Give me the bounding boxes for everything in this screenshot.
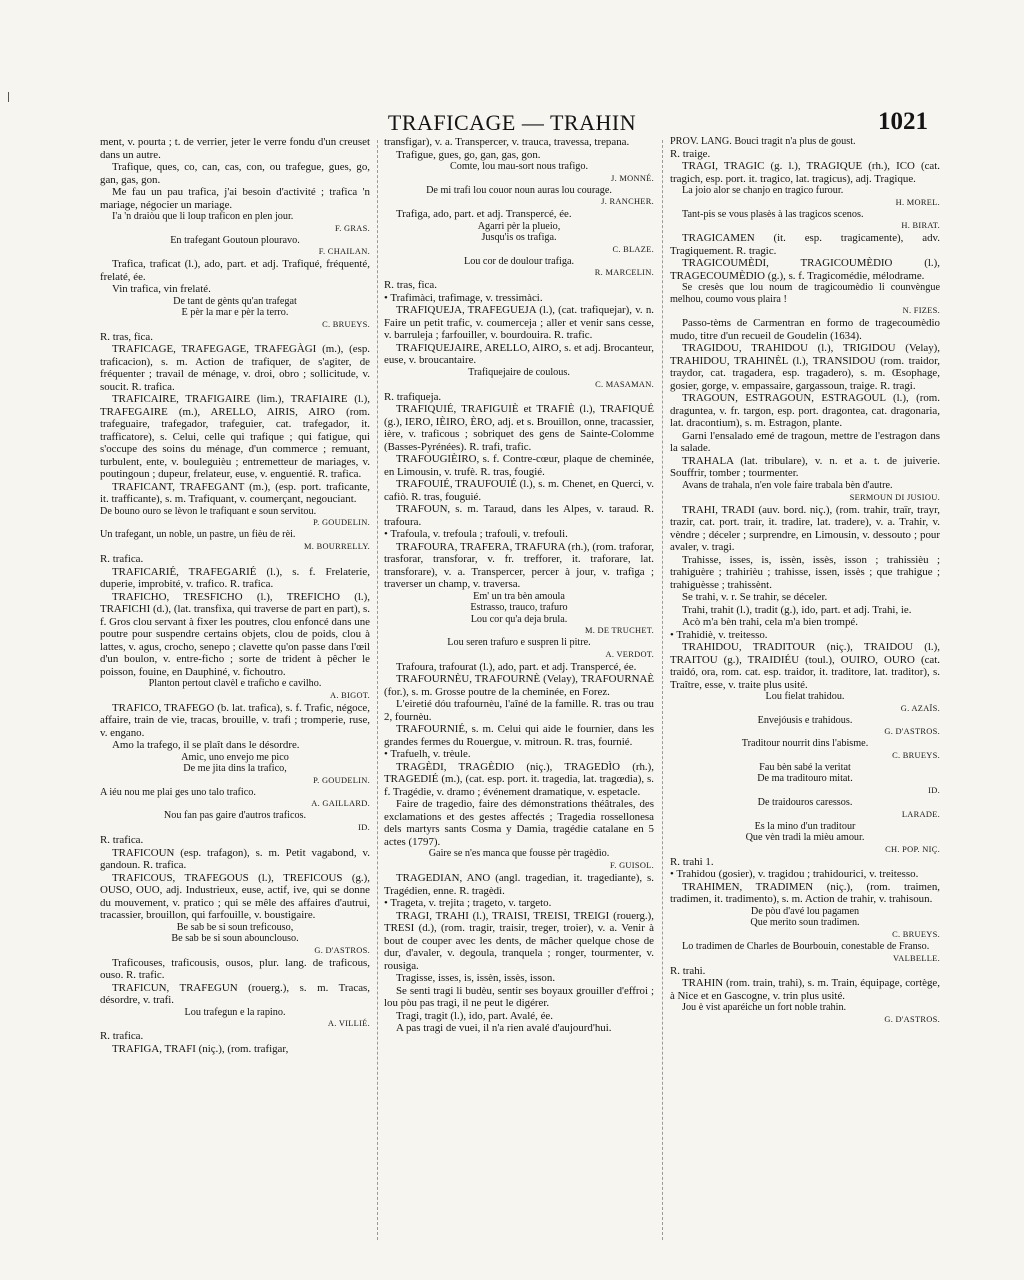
prose-quote: La joio alor se chanjo en tragico furour.: [682, 185, 844, 197]
quote-source: A. BIGOT.: [330, 690, 370, 700]
prose-quote: Lou fielat trahidou.: [765, 691, 845, 703]
dictionary-entry: Garni l'ensalado emé de tragoun, mettre de l'estragon dans la salade.: [670, 429, 940, 455]
dictionary-entry: R. trafica.: [100, 553, 144, 566]
quote-source: ID.: [928, 786, 940, 796]
verse-quote: Agarri pèr la plueio,: [477, 220, 561, 232]
dictionary-entry: Faire de tragedìo, faire des démonstrations théâtrales, des exclamations et des gestes affectés ; Tragedia rossellonesa dels martyrs sants Cosma y Damia, tragédie catalane en 5 actes (1797).: [384, 798, 654, 848]
quote-source: ID.: [358, 823, 370, 833]
dictionary-entry: • Trageta, v. trejita ; trageto, v. targeto.: [384, 897, 552, 910]
dictionary-entry: Trafiga, ado, part. et adj. Transpercé, ée.: [396, 208, 572, 221]
verse-quote: De me jita dins la trafico,: [183, 763, 287, 775]
dictionary-entry: Se trahi, v. r. Se trahir, se déceler.: [682, 591, 828, 604]
dictionary-entry: TRAFOUIÉ, TRAUFOUIÉ (l.), s. m. Chenet, en Querci, v. cafiò. R. tras, fouguié.: [384, 478, 654, 503]
verse-quote: De pòu d'avé lou pagamen: [750, 905, 860, 917]
dictionary-entry: R. trafica.: [100, 1030, 144, 1043]
dictionary-entry: TRAHIMEN, TRADIMEN (niç.), (rom. traimen, tradimen, it. tradimento), s. m. Action de trahir, v. trahisoun.: [670, 880, 940, 906]
dictionary-entry: • Trafuelh, v. trèule.: [384, 748, 471, 761]
dictionary-entry: Vin trafica, vin frelaté.: [112, 283, 211, 296]
dictionary-entry: TRAFIQUEJA, TRAFEGUEJA (l.), (cat. trafiquejar), v. n. Faire un petit trafic, v. coumerceja ; aller et venir sans cesse, v. barruleja ; farfouiller, v. bourdouira. R. trafic.: [384, 304, 654, 342]
dictionary-entry: TRAGÈDI, TRAGÈDIO (niç.), TRAGEDÌO (rh.), TRAGEDIÉ (m.), (cat. esp. port. it. tragedia, lat. tragœdia), s. f. Tragédie, v. dramo ; événement dramatique, v. espetacle.: [384, 760, 654, 798]
dictionary-entry: TRAFOUGIÈIRO, s. f. Contre-cœur, plaque de cheminée, en Limousin, v. trufè. R. tras, fougié.: [384, 453, 654, 478]
verse-quote: Em' un tra bèn amoula: [473, 590, 565, 602]
quote-source: J. RANCHER.: [601, 197, 654, 207]
dictionary-entry: transfigar), v. a. Transpercer, v. trauca, travessa, trepana.: [384, 136, 630, 148]
quote-source: F. GRAS.: [334, 223, 370, 233]
dictionary-entry: TRAFIQUEJAIRE, ARELLO, AIRO, s. et adj. Brocanteur, euse, v. broucantaire.: [384, 341, 654, 367]
quote-source: C. MASAMAN.: [595, 379, 654, 389]
quote-source: R. MARCELIN.: [594, 268, 654, 278]
prose-quote: PROV. LANG. Bouci tragit n'a plus de goust.: [670, 136, 856, 147]
quote-source: F. GUISOL.: [610, 861, 654, 871]
dictionary-entry: • Trafimàci, trafimage, v. tressimàci.: [384, 291, 543, 304]
dictionary-entry: TRAFICUN, TRAFEGUN (rouerg.), s. m. Tracas, désordre, v. trafi.: [100, 981, 370, 1007]
dictionary-entry: L'eiretié dóu trafournèu, l'aîné de la famille. R. tras ou trau 2, fournèu.: [384, 698, 654, 723]
dictionary-entry: Trafique, ques, co, can, cas, con, ou trafegue, gues, go, gan, gas, gon.: [100, 161, 370, 186]
dictionary-entry: TRAGICOUMÈDI, TRAGICOUMÈDIO (l.), TRAGECOUMÈDIO (g.), s. f. Tragicomédie, mélodrame.: [670, 257, 940, 282]
dictionary-entry: TRAGOUN, ESTRAGOUN, ESTRAGOUL (l.), (rom. draguntea, v. fr. targon, esp. port. dragontea, cat. dragonaria, lat. dracontium), s. m. Estragon, plante.: [670, 392, 940, 430]
quote-source: M. BOURRELLY.: [304, 542, 370, 552]
dictionary-entry: TRAFICARIÉ, TRAFEGARIÉ (l.), s. f. Frelaterie, duperie, improbité, v. trafico. R. trafica.: [100, 565, 370, 591]
dictionary-entry: Passo-tèms de Carmentran en formo de tragecoumèdio mudo, titre d'un recueil de Goudelin (1634).: [670, 317, 940, 342]
dictionary-entry: R. trahi.: [670, 964, 706, 977]
quote-source: H. BIRAT.: [901, 221, 940, 231]
prose-quote: Avans de trahala, n'en vole faire trabala bèn d'autre.: [682, 479, 893, 491]
page-number: 1021: [878, 108, 928, 135]
verse-quote: Lou cor qu'a deja brula.: [470, 613, 568, 625]
dictionary-entry: TRAFICAIRE, TRAFIGAIRE (lim.), TRAFIAIRE (l.), TRAFEGAIRE (m.), ARELLO, AIRIS, AIRO (rom. trafeguaire, trafegador, trafeguier, cat. trafegador, it. trafficatore), s. Celui, celle qui trafique ; qui fatigue, qui s'occupe des soins du ménage, d'un commerce ; remuant, turbulent, ente, v. bouleguièu ; entremetteur de mariages, v. poutingoun ; dupeur, frelateur, euse, v. enguentié. R. trafica.: [100, 393, 370, 481]
dictionary-entry: TRAFICANT, TRAFEGANT (m.), (esp. port. traficante, it. trafficante), s. m. Trafiquant, v. coumerçant, negouciant.: [100, 480, 370, 506]
quote-source: M. DE TRUCHET.: [584, 626, 654, 636]
running-title: TRAFICAGE — TRAHIN: [387, 110, 637, 135]
dictionary-entry: TRAHIN (rom. train, trahi), s. m. Train, équipage, cortège, à Nice et en Gascogne, v. trin plus usité.: [670, 977, 940, 1002]
verse-quote: Envejóusis e trahidous.: [757, 714, 853, 726]
dictionary-entry: TRAFOUN, s. m. Taraud, dans les Alpes, v. taraud. R. trafoura.: [384, 503, 654, 528]
dictionary-entry: R. traige.: [670, 147, 711, 160]
dictionary-entry: Se senti tragi li budèu, sentir ses boyaux grouiller d'effroi ; lou pòu pas tragi, il ne peut le digérer.: [384, 984, 654, 1010]
dictionary-entry: TRAFICOUS, TRAFEGOUS (l.), TREFICOUS (g.), OUSO, OUO, adj. Industrieux, euse, actif, ive, qui se donne du mouvement, v. pratico ; qui se mêle des affaires d'autrui, tracassier, brouillon, qui farfouille, v. boustigaire.: [100, 871, 370, 922]
quote-source: P. GOUDELIN.: [313, 518, 370, 528]
prose-quote: Comte, lou mau-sort nous trafigo.: [449, 161, 589, 172]
quote-source: SERMOUN DI JUSIOU.: [849, 492, 940, 502]
prose-quote: Nou fan pas gaire d'autros traficos.: [163, 810, 307, 822]
dictionary-entry: R. tras, fica.: [100, 330, 153, 343]
margin-mark: [8, 92, 9, 102]
dictionary-entry: TRAGICAMEN (it. esp. tragicamente), adv. Tragiquement. R. tragic.: [670, 232, 940, 257]
dictionary-entry: TRAFICO, TRAFEGO (b. lat. trafica), s. f. Trafic, négoce, affaire, train de vie, tracas, brouille, v. trafi ; tromperie, ruse, v. engano.: [100, 701, 370, 739]
dictionary-entry: A pas tragi de vuei, il n'a rien avalé d'aujourd'hui.: [396, 1022, 612, 1035]
dictionary-entry: Trahi, trahit (l.), tradit (g.), ido, part. et adj. Trahi, ie.: [682, 603, 912, 616]
dictionary-entry: TRAHALA (lat. tribulare), v. n. et a. t. de juiverie. Souffrir, tomber ; tourmenter.: [670, 454, 940, 480]
prose-quote: Lou seren trafuro e suspren li pitre.: [447, 637, 591, 649]
dictionary-entry: ment, v. pourta ; t. de verrier, jeter le verre fondu d'un creuset dans un autre.: [100, 136, 370, 161]
prose-quote: Trafiquejaire de coulous.: [468, 366, 570, 378]
quote-source: J. MONNÉ.: [611, 173, 654, 183]
quote-source: C. BRUEYS.: [892, 750, 940, 760]
dictionary-entry: TRAGIDOU, TRAHIDOU (l.), TRIGIDOU (Velay), TRAHIDOU, TRAHINÈL (l.), TRANSIDOU (rom. traidor, traydor, cat. tragadera, esp. tragadero), s. m. Œsophage, gosier, gorge, v. empassaire, gargassoun, traige. R. tragi.: [670, 342, 940, 392]
verse-quote: E pèr la mar e pèr la terro.: [181, 307, 289, 319]
dictionary-entry: TRAHI, TRADI (auv. bord. niç.), (rom. trahir, traïr, trayr, trazir, cat. port. trair, it. tradire, lat. tradere), v. a. Trahir, v. vèndre ; déceler ; surprendre, en Limousin, v. dessouto ; pour avaler, v. tragi.: [670, 503, 940, 554]
prose-quote: Un trafegant, un noble, un pastre, un fièu de rèi.: [100, 529, 296, 541]
dictionary-entry: TRAGEDIAN, ANO (angl. tragedian, it. tragediante), s. Tragédien, enne. R. tragèdì.: [384, 872, 654, 897]
quote-source: C. BRUEYS.: [892, 930, 940, 939]
verse-quote: Es la mino d'un traditour: [754, 820, 856, 832]
dictionary-entry: TRAFOURA, TRAFERA, TRAFURA (rh.), (rom. traforar, trasforar, transforar, v. fr. trefforer, it. traforare, lat. transforare), v. a. Transpercer, percer à jour, v. trafiga ; traverser un champ, v. traversa.: [384, 540, 654, 591]
prose-quote: Lou trafegun e la rapino.: [184, 1006, 286, 1018]
verse-quote: Que merito soun tradimen.: [750, 917, 860, 929]
column-right: [670, 136, 940, 1246]
dictionary-entry: TRAFOURNIÉ, s. m. Celui qui aide le fournier, dans les grandes fermes du Rouergue, v. mitroun. R. tras, fournié.: [384, 723, 654, 748]
quote-source: A. VERDOT.: [605, 649, 654, 659]
verse-quote: Jusqu'is os trafiga.: [481, 232, 557, 244]
column-middle: [384, 136, 654, 1246]
dictionary-entry: TRAFICOUN (esp. trafagon), s. m. Petit vagabond, v. gandoun. R. trafica.: [100, 846, 370, 872]
verse-quote: Que vèn tradi la mièu amour.: [745, 832, 865, 844]
prose-quote: En trafegant Goutoun plouravo.: [170, 234, 300, 246]
dictionary-entry: TRAFIGA, TRAFI (niç.), (rom. trafigar,: [112, 1042, 289, 1055]
prose-quote: I'a 'n draiòu que li loup traficon en plen jour.: [112, 211, 294, 222]
dictionary-entry: R. trahi 1.: [670, 855, 714, 868]
quote-source: G. AZAÏS.: [900, 703, 940, 713]
dictionary-entry: TRAFIQUIÉ, TRAFIGUIÈ et TRAFIÈ (l.), TRAFIQUÉ (g.), IERO, IÈIRO, ÈRO, adj. et s. Brouillon, onne, tracassier, ière, v. traficous ; sobriquet des gens de Sainte-Colomme (Basses-Pyrénées). R. trafi, trafic.: [384, 403, 654, 453]
quote-source: A. GAILLARD.: [311, 799, 370, 809]
column-left: [100, 136, 370, 1246]
dictionary-entry: Me fau un pau trafica, j'ai besoin d'activité ; trafica 'n mariage, négocier un mariage.: [100, 186, 370, 211]
quote-source: G. D'ASTROS.: [314, 945, 370, 955]
quote-source: C. BLAZE.: [612, 244, 654, 254]
verse-quote: De tant de gènts qu'an trafegat: [173, 295, 297, 307]
dictionary-entry: Acò m'a bèn trahi, cela m'a bien trompé.: [682, 616, 858, 629]
prose-quote: Se cresès que lou noum de tragicoumèdio li counvèngue melhou, coumo vous plaira !: [670, 282, 940, 305]
prose-quote: Lo tradimen de Charles de Bourbouin, conestable de Franso.: [682, 941, 930, 952]
dictionary-columns: [100, 136, 940, 1246]
quote-source: A. VILLIÉ.: [327, 1019, 370, 1029]
verse-quote: Be sab be si soun abounclouso.: [171, 933, 299, 945]
quote-source: LARADE.: [901, 809, 940, 819]
quote-source: G. D'ASTROS.: [884, 1014, 940, 1024]
verse-quote: Amic, uno envejo me pico: [181, 751, 289, 763]
dictionary-entry: Traficouses, traficousis, ousos, plur. lang. de traficous, ouso. R. trafic.: [100, 956, 370, 982]
dictionary-entry: Tragisse, isses, is, issèn, issès, isson.: [396, 972, 556, 985]
dictionary-entry: TRAHIDOU, TRADITOUR (niç.), TRAIDOU (l.), TRAITOU (g.), TRAIDIÉU (toul.), OUIRO, OURO (cat. traidó, ora, rom. cat. esp. traidor, it. traditore, lat. traditor), s. Traître, esse, v. traite plus usité.: [670, 641, 940, 691]
quote-source: C. BRUEYS.: [322, 319, 370, 329]
quote-source: F. CHAILAN.: [318, 247, 370, 257]
dictionary-entry: TRAGI, TRAHI (l.), TRAISI, TREISI, TREIGI (rouerg.), TRESI (d.), (rom. tragir, traisir, treger, troier), v. a. Venir à bout de couper avec les dents, de mâcher quelque chose de dur, d'avaler, v. degoula, tranquela ; ronger, tourmenter, v. rousiga.: [384, 909, 654, 972]
dictionary-entry: • Trahidiè, v. treitesso.: [670, 628, 768, 641]
dictionary-entry: Trafoura, trafourat (l.), ado, part. et adj. Transpercé, ée.: [396, 660, 637, 673]
dictionary-entry: Trafica, traficat (l.), ado, part. et adj. Trafiqué, fréquenté, frelaté, ée.: [100, 258, 370, 283]
quote-source: VALBELLE.: [893, 953, 940, 963]
quote-source: P. GOUDELIN.: [313, 775, 370, 785]
prose-quote: Planton pertout clavèl e traficho e cavilho.: [148, 678, 322, 690]
verse-quote: Lou cor de doulour trafiga.: [463, 255, 575, 267]
dictionary-entry: R. trafica.: [100, 834, 144, 847]
dictionary-entry: TRAGI, TRAGIC (g. l.), TRAGIQUE (rh.), ICO (cat. tragich, esp. port. it. tragico, lat. tragicus), adj. Tragique.: [670, 160, 940, 185]
dictionary-entry: • Trafoula, v. trefoula ; trafouli, v. trefouli.: [384, 528, 568, 541]
page-header: [0, 108, 1024, 138]
dictionary-entry: TRAFOURNÈU, TRAFOURNÈ (Velay), TRAFOURNAÈ (for.), s. m. Grosse poutre de la cheminée, en Forez.: [384, 673, 654, 698]
prose-quote: De mi trafi lou couor noun auras lou courage.: [426, 184, 612, 196]
quote-source: CH. POP. NIÇ.: [885, 844, 940, 854]
dictionary-entry: TRAFICHO, TRESFICHO (l.), TREFICHO (l.), TRAFICHI (d.), (lat. transfixa, qui traverse de part en part), s. f. Gros clou servant à fixer les poutres, clou enfoncé dans une poutre pour suspendre certains objets, clou de poids, clou à lattes, v. agus, crocho, senepo ; clavette qu'on passe dans l'œil d'un boulon, v. entre-ficho ; sorte de trident à pêcher le poisson, fouine, en Dauphiné, v. fichoutro.: [100, 590, 370, 678]
verse-quote: Be sab be si soun treficouso,: [176, 921, 294, 933]
dictionary-entry: R. tras, fica.: [384, 279, 437, 292]
dictionary-entry: Trafigue, gues, go, gan, gas, gon.: [396, 148, 541, 161]
verse-quote: Estrasso, trauco, trafuro: [470, 602, 568, 614]
prose-quote: Tant-pis se vous plasès à las tragicos scenos.: [682, 208, 864, 220]
prose-quote: De bouno ouro se lèvon le trafiquant e soun servitou.: [100, 505, 317, 517]
dictionary-entry: TRAFICAGE, TRAFEGAGE, TRAFEGÀGI (m.), (esp. traficacion), s. m. Action de trafiquer, de s'agiter, de fréquenter ; travail de ménage, v. droi, obro ; sollicitude, v. soucit. R. trafica.: [100, 343, 370, 393]
dictionary-entry: Tragi, tragit (l.), ido, part. Avalé, ée.: [396, 1009, 553, 1022]
prose-quote: Jou è vist aparéiche un fort noble trahin.: [682, 1002, 847, 1014]
prose-quote: A iéu nou me plai ges uno talo trafico.: [100, 786, 256, 798]
dictionary-entry: • Trahidou (gosier), v. tragidou ; trahidourici, v. treitesso.: [670, 868, 919, 881]
verse-quote: Traditour nourrit dins l'abisme.: [741, 738, 869, 750]
verse-quote: De ma traditouro mitat.: [757, 773, 853, 785]
quote-source: N. FIZES.: [902, 306, 940, 316]
dictionary-entry: Amo la trafego, il se plaît dans le désordre.: [112, 739, 300, 752]
verse-quote: Fau bèn sabé la veritat: [759, 761, 851, 773]
verse-quote: De traidouros caressos.: [757, 797, 853, 809]
quote-source: G. D'ASTROS.: [884, 727, 940, 737]
quote-source: H. MOREL.: [895, 197, 940, 207]
dictionary-entry: R. trafiqueja.: [384, 390, 442, 403]
prose-quote: Gaire se n'es manca que fousse pèr tragèdìo.: [428, 848, 610, 860]
dictionary-entry: Trahisse, isses, is, issèn, issès, isson ; trahissièu ; trahiguère ; trahirièu ; trahisse, issen, issès ; que trahigue ; trahiguèsse ; trahissènt.: [670, 553, 940, 591]
